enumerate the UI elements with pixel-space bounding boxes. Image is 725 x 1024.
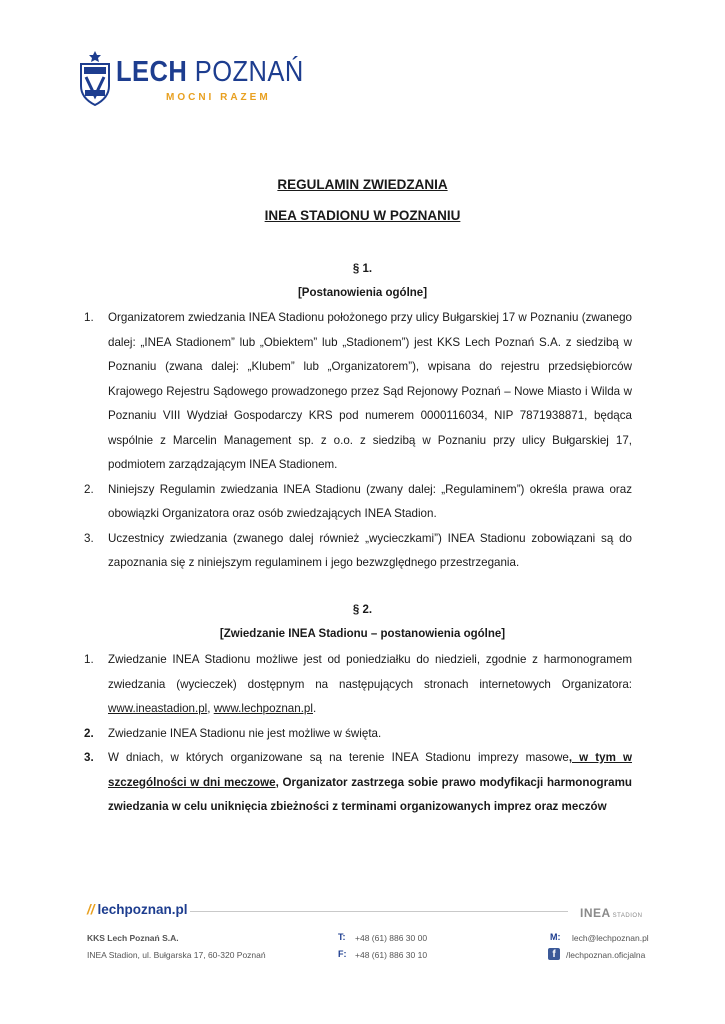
item-number: 3. [84, 751, 94, 764]
inea-word: INEA [580, 906, 611, 920]
footer-fax: +48 (61) 886 30 10 [355, 950, 428, 960]
list-item [84, 478, 632, 527]
item-text: Zwiedzanie INEA Stadionu nie jest możliwe w święta. [108, 726, 382, 740]
item-number: 2. [84, 482, 94, 496]
slash-icon: // [87, 902, 95, 917]
item-number: 1. [84, 653, 94, 666]
list-item [84, 527, 632, 576]
list-item [84, 746, 632, 820]
section-2-list [84, 648, 632, 820]
facebook-icon: f [548, 948, 560, 960]
club-crest-icon [78, 50, 112, 106]
footer-address: INEA Stadion, ul. Bułgarska 17, 60-320 Poznań [87, 950, 266, 960]
inea-sub: STADION [612, 913, 643, 919]
item-text: W dniach, w których organizowane są na terenie INEA Stadionu imprezy masowe [108, 751, 569, 764]
item-text: Organizatorem zwiedzania INEA Stadionu położonego przy ulicy Bułgarskiej 17 w Poznaniu (zwanego dalej: „INEA Stadionem” lub „Obiektem” lub „Stadionem”) jest KKS Lech Poznań S.A. z siedzibą w Poznaniu (zwana dalej: „Klubem” lub „Organizatorem”), wpisana do rejestru przedsiębiorców Krajowego Rejestru Sądowego prowadzonego przez Sąd Rejonowy Poznań – Nowe Miasto i Wilda w Poznaniu VIII Wydział Gospodarczy KRS pod numerem 0000116034, NIP 7871938871, będąca wspólnie z Marcelin Management sp. z o.o. z siedzibą w Poznaniu przy ulicy Bułgarskiej 17, podmiotem zarządzającym INEA Stadionem. [108, 311, 632, 471]
list-item [84, 306, 632, 478]
footer-site-logo [87, 902, 188, 917]
footer-company: KKS Lech Poznań S.A. [87, 933, 179, 943]
section-2-heading: [Zwiedzanie INEA Stadionu – postanowienia ogólne] [219, 628, 506, 640]
mail-label: M: [550, 932, 561, 942]
lechpoznan-link[interactable]: www.lechpoznan.pl [213, 702, 313, 715]
section-1-heading: [Postanowienia ogólne] [297, 287, 428, 299]
lech-poznan-logo [78, 50, 304, 110]
item-text-bold: , Organizator zastrzega sobie prawo modyfikacji harmonogramu zwiedzania w celu uniknięcia zbieżności z terminami organizowanych imprez oraz meczów [108, 775, 632, 813]
footer-site-text: lechpoznan.pl [97, 902, 188, 917]
footer-email[interactable]: lech@lechpoznan.pl [572, 933, 649, 943]
inea-stadion-logo [580, 904, 642, 922]
footer-divider [190, 911, 568, 912]
item-text-underlined: , w tym w szczególności w dni meczowe [108, 751, 632, 789]
document-title: REGULAMIN ZWIEDZANIA [277, 177, 448, 192]
item-number: 1. [84, 311, 94, 324]
item-text: Niniejszy Regulamin zwiedzania INEA Stadionu (zwany dalej: „Regulaminem”) określa prawa oraz obowiązki Organizatora oraz osób zwiedzających INEA Stadion. [108, 482, 632, 520]
ineastadion-link[interactable]: www.ineastadion.pl [108, 702, 208, 715]
section-2-number: § 2. [352, 604, 373, 616]
link-separator: , [207, 702, 214, 715]
brand-name: LECH POZNAŃ [116, 56, 304, 88]
fax-label: F: [338, 949, 347, 959]
club-motto: MOCNI RAZEM [166, 92, 271, 103]
phone-label: T: [338, 932, 346, 942]
document-subtitle: INEA STADIONU W POZNANIU [264, 208, 461, 223]
section-1-list [84, 306, 632, 576]
item-number: 2. [84, 726, 94, 740]
item-text: Uczestnicy zwiedzania (zwanego dalej również „wycieczkami”) INEA Stadionu zobowiązani są do zapoznania się z niniejszym regulaminem i jego bezwzględnego przestrzegania. [108, 531, 632, 569]
sentence-end: . [312, 702, 317, 715]
item-number: 3. [84, 531, 94, 545]
footer-facebook[interactable]: /lechpoznan.oficjalna [566, 950, 646, 960]
item-text: Zwiedzanie INEA Stadionu możliwe jest od poniedziałku do niedzieli, zgodnie z harmonogramem zwiedzania (wycieczek) dostępnym na następujących stronach internetowych Organizatora: [108, 653, 632, 691]
list-item [84, 722, 632, 747]
section-1-number: § 1. [352, 263, 373, 275]
footer-phone: +48 (61) 886 30 00 [355, 933, 428, 943]
list-item [84, 648, 632, 722]
